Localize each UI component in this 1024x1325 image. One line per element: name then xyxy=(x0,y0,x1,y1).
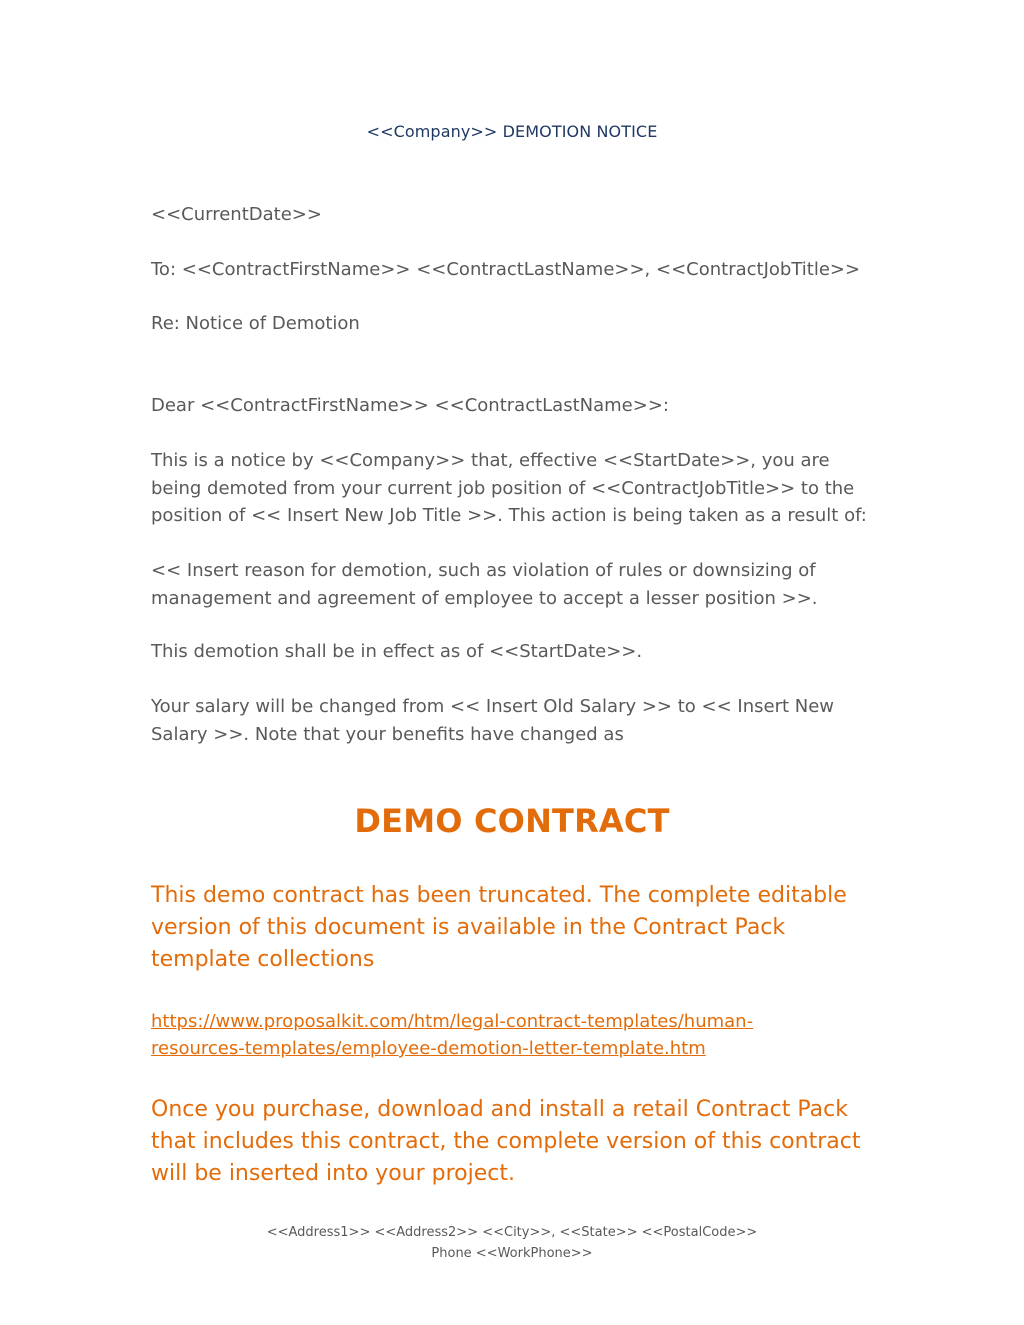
salutation: Dear <<ContractFirstName>> <<ContractLastName>>: xyxy=(151,395,669,416)
paragraph-effective-demotion: This is a notice by <<Company>> that, effective <<StartDate>>, you are being demoted from your current job position of <<ContractJobTitle>> to the position of << Insert New Job Title >>. This action is being taken as a result of: xyxy=(151,450,867,526)
document-header-title: <<Company>> DEMOTION NOTICE xyxy=(366,122,658,141)
to-line: To: <<ContractFirstName>> <<ContractLastName>>, <<ContractJobTitle>> xyxy=(151,259,861,280)
demo-purchase-notice: Once you purchase, download and install a retail Contract Pack that includes this contract, the complete version of this contract will be inserted into your project. xyxy=(151,1097,861,1186)
current-date: <<CurrentDate>> xyxy=(151,204,322,225)
paragraph-effective-date: This demotion shall be in effect as of <<StartDate>>. xyxy=(151,641,643,662)
paragraph-demotion-reason: << Insert reason for demotion, such as violation of rules or downsizing of management and agreement of employee to accept a lesser position >>. xyxy=(151,560,818,609)
paragraph-salary-change: Your salary will be changed from << Insert Old Salary >> to << Insert New Salary >>. Note that your benefits have changed as xyxy=(151,696,835,745)
re-line: Re: Notice of Demotion xyxy=(151,313,360,334)
demo-contract-heading: DEMO CONTRACT xyxy=(354,802,670,840)
footer-phone: Phone <<WorkPhone>> xyxy=(431,1246,593,1261)
footer-address: <<Address1>> <<Address2>> <<City>>, <<State>> <<PostalCode>> xyxy=(266,1225,758,1240)
demo-truncated-notice: This demo contract has been truncated. The complete editable version of this document is available in the Contract Pack template collections xyxy=(151,883,847,972)
demo-template-link-line-2[interactable]: resources-templates/employee-demotion-letter-template.htm xyxy=(151,1038,706,1059)
demo-template-link-line-1[interactable]: https://www.proposalkit.com/htm/legal-contract-templates/human- xyxy=(151,1011,754,1032)
